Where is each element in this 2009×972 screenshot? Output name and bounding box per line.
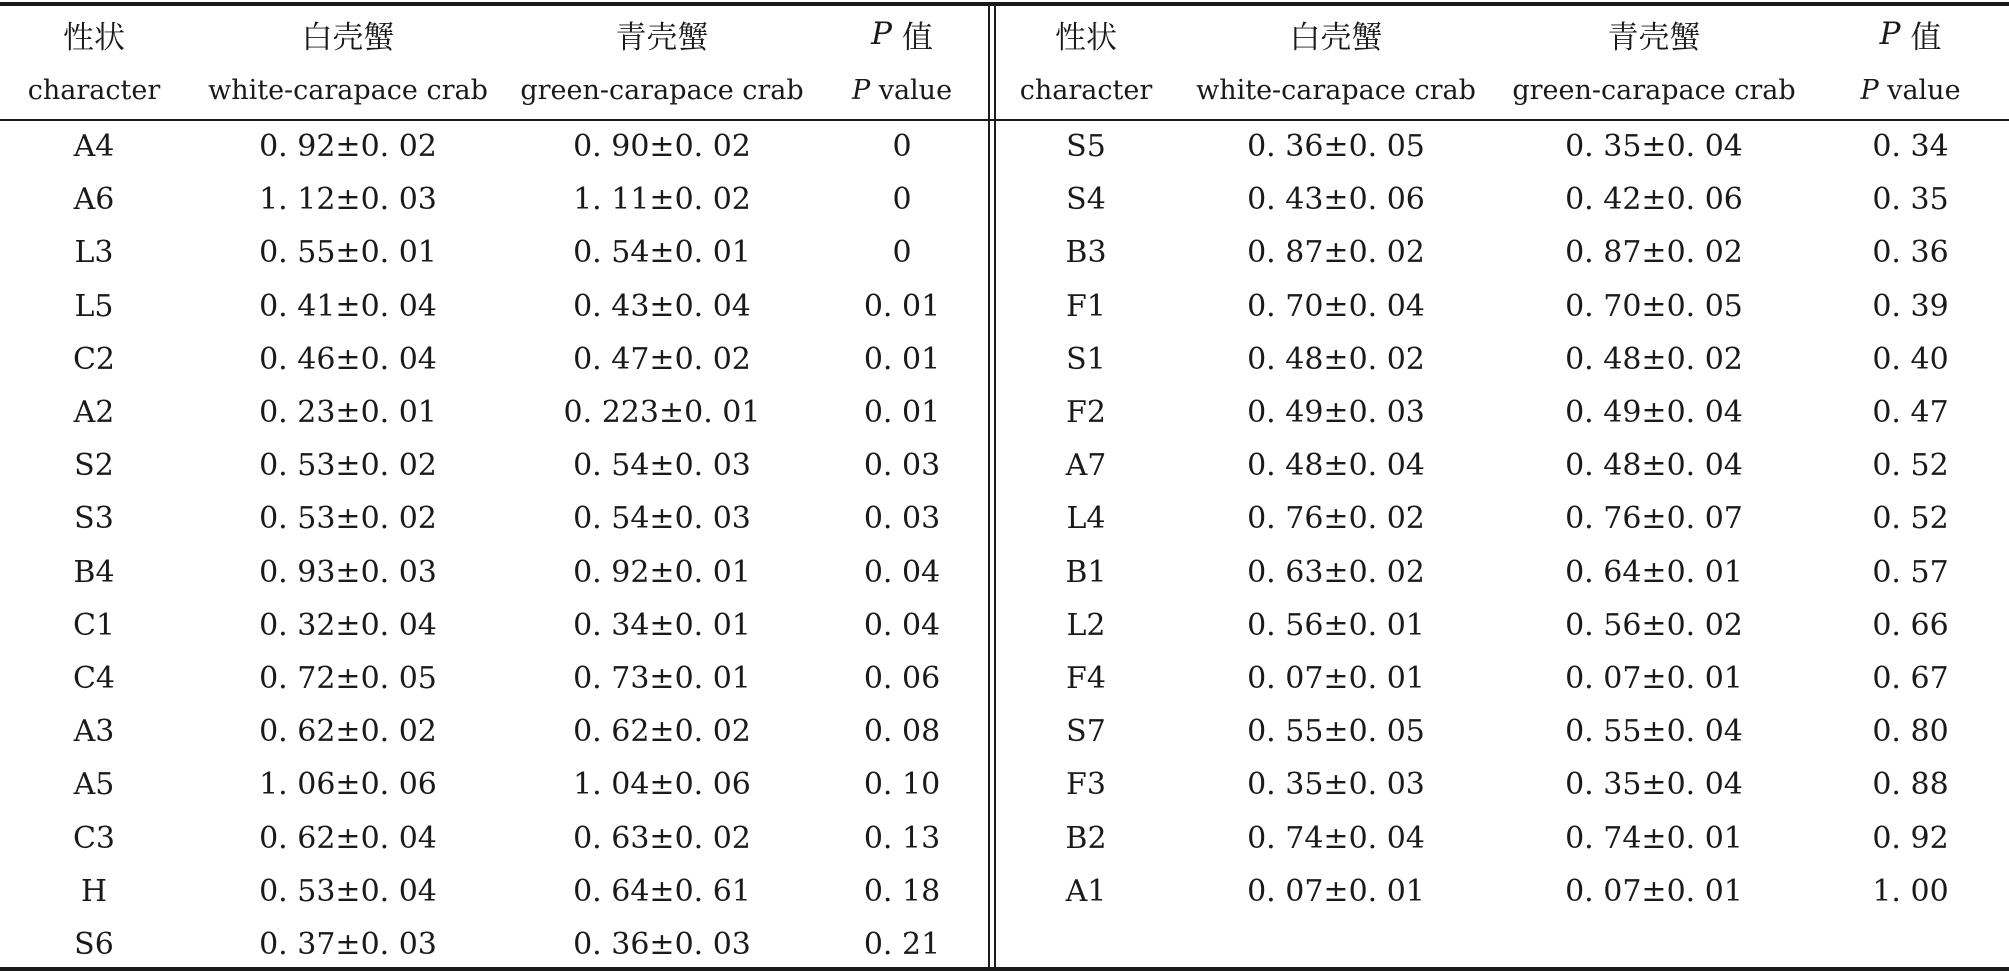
table-row — [996, 120, 2009, 173]
white-crab-value-cell: 0. 92±0. 02 — [259, 129, 437, 164]
table-row — [0, 812, 988, 865]
p-value-cell: 0. 06 — [863, 661, 941, 696]
green-crab-value-cell: 0. 35±0. 04 — [1565, 129, 1743, 164]
p-value-cell: 0. 35 — [1872, 182, 1949, 218]
green-crab-value-cell: 0. 62±0. 02 — [573, 714, 751, 750]
header-p-italic: P — [871, 16, 892, 52]
header-character-zh: 性状 — [63, 19, 125, 56]
character-cell: A6 — [73, 182, 115, 218]
table-row — [996, 865, 2009, 918]
green-crab-value-cell: 0. 223±0. 01 — [563, 395, 761, 430]
character-cell: B4 — [73, 554, 115, 590]
white-crab-value-cell: 0. 48±0. 04 — [1247, 448, 1425, 484]
white-crab-value-cell: 0. 32±0. 04 — [259, 607, 437, 643]
p-value-cell: 0. 18 — [863, 873, 941, 909]
white-crab-value-cell: 0. 55±0. 01 — [259, 235, 437, 271]
table-row — [0, 705, 988, 758]
table-row — [0, 546, 988, 599]
header-character-en: character — [27, 74, 161, 106]
character-cell: L4 — [1066, 501, 1106, 537]
p-value-cell: 0. 57 — [1872, 554, 1949, 590]
p-value-cell: 0. 10 — [863, 767, 941, 803]
table-row — [996, 705, 2009, 758]
green-crab-value-cell: 0. 87±0. 02 — [1565, 235, 1743, 271]
p-value-cell: 0. 08 — [863, 714, 941, 750]
green-crab-value-cell: 1. 04±0. 06 — [573, 767, 751, 803]
character-cell: L5 — [74, 288, 114, 324]
green-crab-value-cell: 0. 63±0. 02 — [573, 820, 751, 856]
white-crab-value-cell: 0. 36±0. 05 — [1247, 129, 1425, 164]
white-crab-value-cell: 0. 87±0. 02 — [1247, 235, 1425, 271]
p-value-cell: 0. 13 — [863, 820, 941, 856]
character-cell: C1 — [72, 607, 116, 643]
p-value-cell: 0 — [892, 129, 912, 164]
character-cell: L3 — [74, 235, 114, 271]
character-cell: H — [80, 873, 108, 909]
white-crab-value-cell: 0. 48±0. 02 — [1247, 341, 1425, 377]
green-crab-value-cell: 0. 64±0. 01 — [1565, 554, 1743, 590]
green-crab-value-cell: 0. 07±0. 01 — [1565, 873, 1743, 909]
table-row — [996, 333, 2009, 386]
character-cell: S3 — [74, 501, 114, 537]
p-value-cell: 0. 52 — [1872, 501, 1949, 537]
table-row — [0, 386, 988, 439]
character-cell: S2 — [74, 448, 114, 484]
white-crab-value-cell: 0. 37±0. 03 — [259, 927, 437, 962]
header-p-en — [1812, 62, 2009, 118]
green-crab-value-cell: 0. 48±0. 04 — [1565, 448, 1743, 484]
p-value-cell: 0. 40 — [1872, 341, 1949, 377]
right-half — [996, 0, 2009, 972]
header-green-en: green-carapace crab — [520, 74, 804, 106]
character-cell: S7 — [1066, 714, 1106, 750]
header-white-zh: 白壳蟹 — [1289, 19, 1383, 56]
white-crab-value-cell: 0. 07±0. 01 — [1247, 873, 1425, 909]
green-crab-value-cell: 0. 70±0. 05 — [1565, 288, 1743, 324]
header-row-english — [996, 62, 2009, 118]
green-crab-value-cell: 0. 64±0. 61 — [573, 873, 751, 909]
character-cell: A5 — [73, 767, 115, 803]
header-green-zh: 青壳蟹 — [615, 19, 709, 56]
p-value-cell: 0. 39 — [1872, 288, 1949, 324]
green-crab-value-cell: 0. 74±0. 01 — [1565, 820, 1743, 856]
white-crab-value-cell: 1. 06±0. 06 — [259, 767, 437, 803]
double-divider-line — [988, 4, 990, 969]
character-cell: B3 — [1065, 235, 1107, 271]
p-value-cell: 0. 03 — [863, 448, 941, 484]
white-crab-value-cell: 0. 41±0. 04 — [259, 288, 437, 324]
green-crab-value-cell: 0. 56±0. 02 — [1565, 607, 1743, 643]
header-row-english — [0, 62, 988, 118]
white-crab-value-cell: 0. 49±0. 03 — [1247, 395, 1425, 430]
header-white-zh: 白壳蟹 — [301, 19, 395, 56]
character-cell: F1 — [1066, 288, 1106, 324]
header-p-suffix: value — [870, 74, 953, 106]
header-p-italic: P — [851, 74, 871, 106]
character-cell: A2 — [73, 395, 115, 430]
table-row — [0, 599, 988, 652]
header-p-suffix: value — [1878, 74, 1961, 106]
p-value-cell: 0. 52 — [1872, 448, 1949, 484]
character-cell: B2 — [1065, 820, 1107, 856]
header-character-en: character — [1019, 74, 1153, 106]
character-cell: C3 — [72, 820, 116, 856]
p-value-cell: 0. 01 — [863, 341, 941, 377]
character-cell: C2 — [72, 341, 116, 377]
character-cell: C4 — [72, 661, 116, 696]
green-crab-value-cell: 0. 49±0. 04 — [1565, 395, 1743, 430]
character-cell: A7 — [1065, 448, 1107, 484]
green-crab-value-cell: 0. 43±0. 04 — [573, 288, 751, 324]
p-value-cell: 0. 92 — [1872, 820, 1949, 856]
p-value-cell: 0. 01 — [863, 288, 941, 324]
table-row — [996, 758, 2009, 811]
p-value-cell: 0. 88 — [1872, 767, 1949, 803]
character-cell: S1 — [1066, 341, 1106, 377]
table-row — [0, 439, 988, 492]
character-cell: F4 — [1066, 661, 1106, 696]
character-cell: A1 — [1065, 873, 1107, 909]
green-crab-value-cell: 0. 73±0. 01 — [573, 661, 751, 696]
table-row — [996, 439, 2009, 492]
p-value-cell: 1. 00 — [1872, 873, 1949, 909]
header-white-en: white-carapace crab — [208, 74, 488, 106]
white-crab-value-cell: 0. 70±0. 04 — [1247, 288, 1425, 324]
white-crab-value-cell: 0. 53±0. 02 — [259, 501, 437, 537]
green-crab-value-cell: 0. 55±0. 04 — [1565, 714, 1743, 750]
green-crab-value-cell: 0. 54±0. 03 — [573, 501, 751, 537]
table-row — [0, 226, 988, 279]
table-row — [0, 333, 988, 386]
header-p-italic: P — [1860, 74, 1879, 106]
header-p-zh — [1812, 6, 2009, 62]
table-row — [996, 173, 2009, 226]
green-crab-value-cell: 0. 90±0. 02 — [573, 129, 751, 164]
header-p-italic: P — [1879, 16, 1901, 52]
table-row — [0, 758, 988, 811]
white-crab-value-cell: 0. 43±0. 06 — [1247, 182, 1425, 218]
white-crab-value-cell: 0. 62±0. 04 — [259, 820, 437, 856]
p-value-cell: 0. 66 — [1872, 607, 1949, 643]
table-row — [0, 173, 988, 226]
white-crab-value-cell: 0. 74±0. 04 — [1247, 820, 1425, 856]
table-row — [0, 280, 988, 333]
p-value-cell: 0 — [892, 235, 912, 271]
white-crab-value-cell: 0. 72±0. 05 — [259, 661, 437, 696]
table-row — [996, 492, 2009, 545]
white-crab-value-cell: 0. 07±0. 01 — [1247, 661, 1425, 696]
white-crab-value-cell: 0. 46±0. 04 — [259, 341, 437, 377]
p-value-cell: 0. 01 — [863, 395, 941, 430]
green-crab-value-cell: 0. 54±0. 03 — [573, 448, 751, 484]
white-crab-value-cell: 0. 93±0. 03 — [259, 554, 437, 590]
table-row — [996, 599, 2009, 652]
p-value-cell: 0. 80 — [1872, 714, 1949, 750]
table-row — [996, 546, 2009, 599]
header-p-en — [816, 62, 988, 118]
p-value-cell: 0 — [892, 182, 912, 218]
p-value-cell: 0. 21 — [863, 927, 941, 962]
character-cell: L2 — [1066, 607, 1106, 643]
header-p-zh — [816, 6, 988, 62]
header-p-suffix: 值 — [892, 19, 933, 56]
character-cell: S5 — [1066, 129, 1106, 164]
header-character-zh: 性状 — [1055, 19, 1117, 56]
p-value-cell: 0. 47 — [1872, 395, 1949, 430]
character-cell: A3 — [73, 714, 115, 750]
white-crab-value-cell: 0. 35±0. 03 — [1247, 767, 1425, 803]
character-cell: S4 — [1066, 182, 1106, 218]
p-value-cell: 0. 67 — [1872, 661, 1949, 696]
green-crab-value-cell: 0. 07±0. 01 — [1565, 661, 1743, 696]
white-crab-value-cell: 0. 62±0. 02 — [259, 714, 437, 750]
green-crab-value-cell: 0. 92±0. 01 — [573, 554, 751, 590]
green-crab-value-cell: 0. 35±0. 04 — [1565, 767, 1743, 803]
white-crab-value-cell: 0. 63±0. 02 — [1247, 554, 1425, 590]
character-cell: A4 — [73, 129, 115, 164]
header-green-zh: 青壳蟹 — [1607, 19, 1701, 56]
white-crab-value-cell: 0. 23±0. 01 — [259, 395, 437, 430]
white-crab-value-cell: 1. 12±0. 03 — [259, 182, 437, 218]
character-cell: F2 — [1066, 395, 1106, 430]
table-row — [996, 652, 2009, 705]
table-row — [996, 812, 2009, 865]
p-value-cell: 0. 36 — [1872, 235, 1949, 271]
character-cell: S6 — [74, 927, 114, 962]
header-row-chinese — [996, 6, 2009, 62]
green-crab-value-cell: 0. 47±0. 02 — [573, 341, 751, 377]
green-crab-value-cell: 0. 42±0. 06 — [1565, 182, 1743, 218]
white-crab-value-cell: 0. 55±0. 05 — [1247, 714, 1425, 750]
table-row — [0, 865, 988, 918]
table-row — [0, 652, 988, 705]
green-crab-value-cell: 0. 54±0. 01 — [573, 235, 751, 271]
white-crab-value-cell: 0. 53±0. 04 — [259, 873, 437, 909]
p-value-cell: 0. 04 — [863, 554, 941, 590]
table-row — [0, 120, 988, 173]
table-row — [996, 386, 2009, 439]
table-row — [0, 918, 988, 971]
p-value-cell: 0. 34 — [1872, 129, 1949, 164]
header-green-en: green-carapace crab — [1512, 74, 1796, 106]
header-p-suffix: 值 — [1900, 19, 1942, 56]
green-crab-value-cell: 1. 11±0. 02 — [573, 182, 751, 218]
green-crab-value-cell: 0. 48±0. 02 — [1565, 341, 1743, 377]
white-crab-value-cell: 0. 76±0. 02 — [1247, 501, 1425, 537]
character-cell: F3 — [1066, 767, 1106, 803]
table-row — [996, 280, 2009, 333]
white-crab-value-cell: 0. 53±0. 02 — [259, 448, 437, 484]
green-crab-value-cell: 0. 36±0. 03 — [573, 927, 751, 962]
header-white-en: white-carapace crab — [1196, 74, 1476, 106]
p-value-cell: 0. 03 — [863, 501, 941, 537]
character-cell: B1 — [1065, 554, 1107, 590]
header-row-chinese — [0, 6, 988, 62]
white-crab-value-cell: 0. 56±0. 01 — [1247, 607, 1425, 643]
left-half — [0, 0, 988, 972]
green-crab-value-cell: 0. 34±0. 01 — [573, 607, 751, 643]
table-row — [0, 492, 988, 545]
table-row — [996, 226, 2009, 279]
p-value-cell: 0. 04 — [863, 607, 941, 643]
green-crab-value-cell: 0. 76±0. 07 — [1565, 501, 1743, 537]
